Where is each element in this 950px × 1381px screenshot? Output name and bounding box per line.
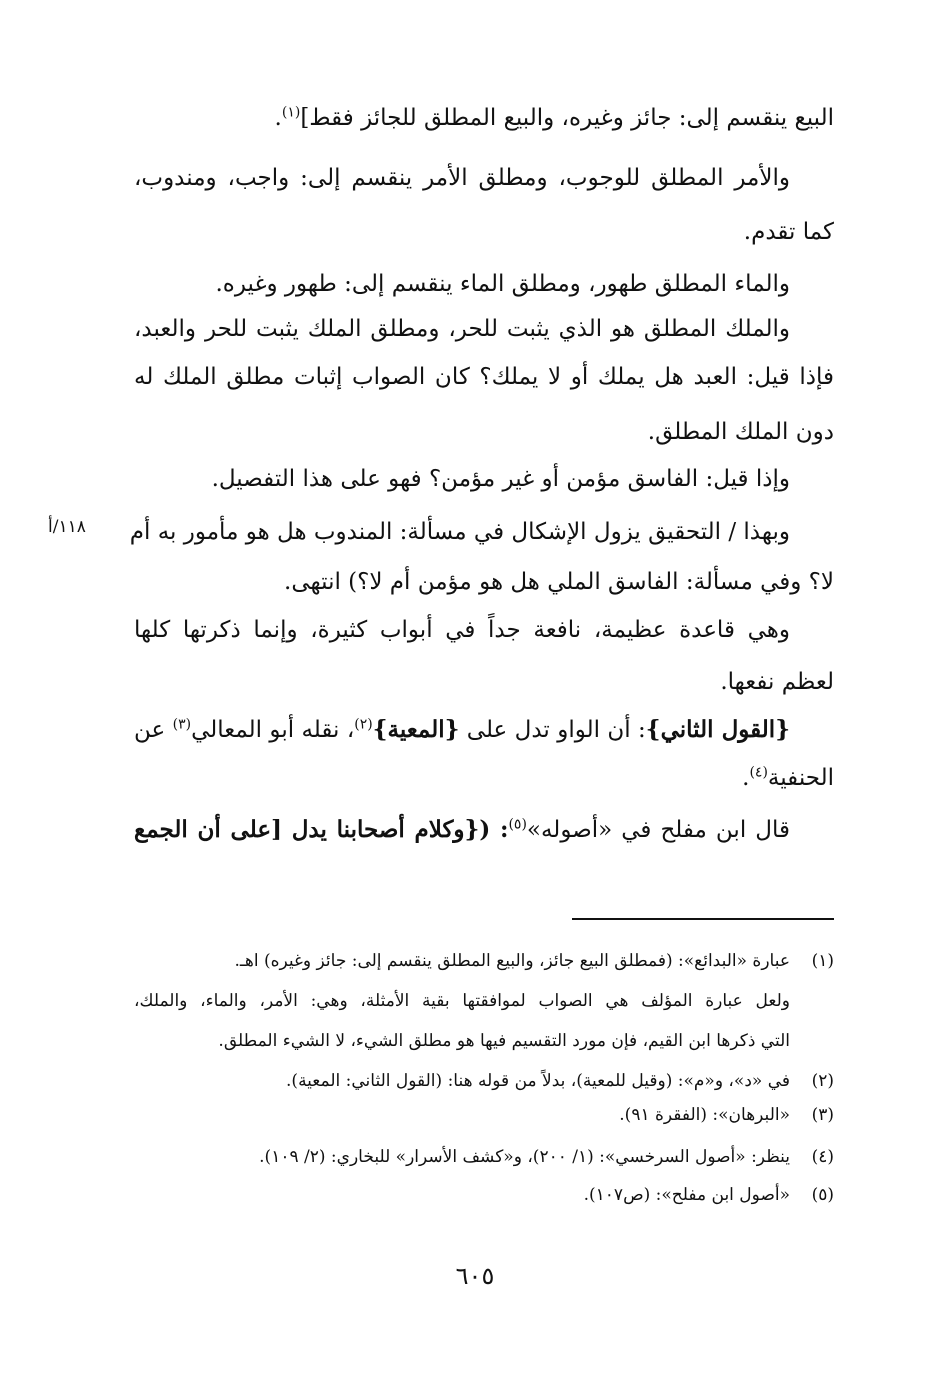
- body-line-12: لعظم نفعها.: [720, 669, 834, 695]
- body-line-2: والأمر المطلق للوجوب، ومطلق الأمر ينقسم إلى: واجب، ومندوب،: [134, 165, 790, 191]
- body-line-11: وهي قاعدة عظيمة، نافعة جداً في أبواب كثيرة، وإنما ذكرتها كلها: [134, 617, 790, 643]
- text: .: [274, 105, 282, 131]
- body-line-9: وبهذا / التحقيق يزول الإشكال في مسألة: المندوب هل هو مأمور به أم: [129, 519, 790, 545]
- footnote-separator: [572, 918, 834, 920]
- body-line-3: كما تقدم.: [743, 219, 834, 245]
- text: عن: [134, 717, 173, 743]
- body-line-14: [742, 758, 834, 798]
- footnote-1-line-3: التي ذكرها ابن القيم، فإن مورد التقسيم فيها هو مطلق الشيء، لا الشيء المطلق.: [218, 1031, 790, 1051]
- body-line-5: والملك المطلق هو الذي يثبت للحر، ومطلق الملك يثبت للحر والعبد،: [134, 316, 790, 342]
- body-line-10: لا؟ وفي مسألة: الفاسق الملي هل هو مؤمن أم لا؟) انتهى.: [284, 569, 834, 595]
- text: قال ابن مفلح في «أصوله»: [526, 817, 790, 843]
- footnote-1-number: (١): [811, 951, 834, 971]
- footnote-ref-3[interactable]: (٣): [172, 716, 192, 733]
- text: .: [742, 765, 750, 791]
- footnote-ref-2[interactable]: (٢): [354, 716, 373, 733]
- footnote-ref-5[interactable]: (٥): [508, 816, 527, 833]
- footnote-2-line-1: في «د»، و«م»: (وقيل للمعية)، بدلاً من قوله هنا: (القول الثاني: المعية).: [286, 1071, 790, 1091]
- footnote-ref-1[interactable]: (١): [281, 104, 301, 121]
- body-line-15: [134, 810, 790, 850]
- term-maiyya: {المعية}: [372, 716, 460, 743]
- footnote-2-number: (٢): [811, 1071, 834, 1091]
- footnote-ref-4[interactable]: (٤): [749, 764, 768, 781]
- text: ، نقله أبو المعالي: [191, 717, 355, 743]
- heading-second-opinion: {القول الثاني}: [645, 716, 790, 743]
- text: البيع ينقسم إلى: جائز وغيره، والبيع المطلق للجائز فقط]: [300, 105, 834, 131]
- body-line-8: وإذا قيل: الفاسق مؤمن أو غير مؤمن؟ فهو على هذا التفصيل.: [211, 466, 790, 492]
- footnote-4-number: (٤): [811, 1147, 834, 1167]
- page-number: ٦٠٥: [455, 1262, 495, 1290]
- quoted-text: : ({وكلام أصحابنا يدل [على أن الجمع: [134, 816, 509, 843]
- footnote-1-line-1: عبارة «البدائع»: (فمطلق البيع جائز، والبيع المطلق ينقسم إلى: جائز وغيره) اهـ.: [234, 951, 790, 971]
- footnote-4-line-1: ينظر: «أصول السرخسي»: (١/ ٢٠٠)، و«كشف الأسرار» للبخاري: (٢/ ١٠٩).: [259, 1147, 790, 1167]
- body-line-4: والماء المطلق طهور، ومطلق الماء ينقسم إلى: طهور وغيره.: [215, 271, 790, 297]
- body-line-1: [275, 98, 834, 138]
- footnote-5-number: (٥): [811, 1185, 834, 1205]
- footnote-5-line-1: «أصول ابن مفلح»: (ص١٠٧).: [583, 1185, 790, 1205]
- footnote-3-number: (٣): [811, 1105, 834, 1125]
- body-line-13: [134, 710, 790, 750]
- footnote-1-line-2: ولعل عبارة المؤلف هي الصواب لموافقتها بقية الأمثلة، وهي: الأمر، والماء، والملك،: [134, 991, 791, 1011]
- body-line-6: فإذا قيل: العبد هل يملك أو لا يملك؟ كان الصواب إثبات مطلق الملك له: [134, 364, 834, 390]
- text: : أن الواو تدل على: [459, 717, 646, 743]
- footnote-3-line-1: «البرهان»: (الفقرة ٩١).: [619, 1105, 790, 1125]
- manuscript-folio-note: ١١٨/أ: [48, 517, 86, 537]
- text: الحنفية: [767, 765, 834, 791]
- body-line-7: دون الملك المطلق.: [647, 419, 834, 445]
